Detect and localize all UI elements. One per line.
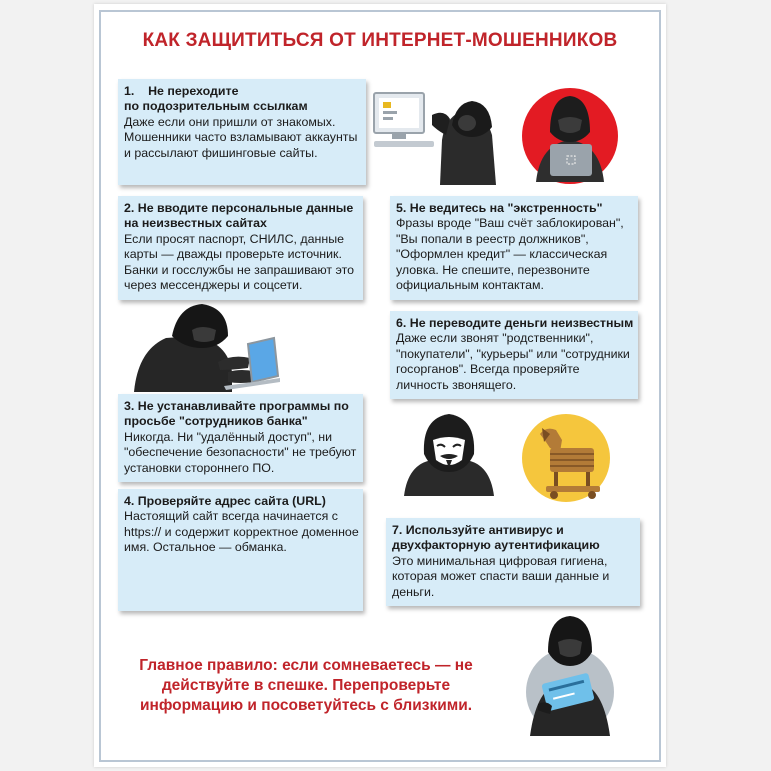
tip-card-4 xyxy=(118,489,363,611)
tip-heading-4: 4. Проверяйте адрес сайта (URL) xyxy=(124,494,326,508)
tip-body-2: Если просят паспорт, СНИЛС, данные карты — дважды проверьте источник. Банки и госслужбы не запрашивают это через мессенджеры и соцсети. xyxy=(124,231,355,293)
tip-card-5 xyxy=(390,196,638,300)
hacker-with-credit-card-icon xyxy=(516,614,624,742)
tip-card-7 xyxy=(386,518,640,606)
trojan-horse-icon xyxy=(520,412,612,504)
tip-heading-5: 5. Не ведитесь на "экстренность" xyxy=(396,201,603,215)
tip-body-4: Настоящий сайт всегда начинается с https:// и содержит корректное доменное имя. Остальное — обманка. xyxy=(124,509,359,555)
hacker-typing-laptop-icon xyxy=(132,302,282,394)
tip-heading-1a: 1. Не переходите xyxy=(124,84,239,98)
hacker-at-monitor-icon xyxy=(372,85,502,185)
footer-main-rule: Главное правило: если сомневаетесь — не действуйте в спешке. Перепроверьте информацию и посоветуйтесь с близкими. xyxy=(139,657,473,714)
tip-card-6 xyxy=(390,311,638,399)
tip-heading-3: 3. Не устанавливайте программы по просьбе "сотрудников банка" xyxy=(124,399,349,429)
tip-card-2 xyxy=(118,196,363,300)
tip-body-6: Даже если звонят "родственники", "покупатели", "курьеры" или "сотрудники госорганов". Всегда проверяйте личность звонящего. xyxy=(396,331,630,392)
tip-card-1 xyxy=(118,79,366,185)
tip-body-3: Никогда. Ни "удалённый доступ", ни "обеспечение безопасности" не требуют установки стороннего ПО. xyxy=(124,429,357,475)
hacker-with-laptop-red-circle-icon xyxy=(520,86,620,186)
tip-card-3 xyxy=(118,394,363,482)
tip-heading-7: 7. Используйте антивирус и двухфакторную аутентификацию xyxy=(392,523,600,553)
tip-body-7: Это минимальная цифровая гигиена, которая может спасти ваши данные и деньги. xyxy=(392,553,610,599)
tip-heading-2: 2. Не вводите персональные данные на неизвестных сайтах xyxy=(124,201,354,231)
tip-body-5: Фразы вроде "Ваш счёт заблокирован", "Вы попали в реестр должников", "Оформлен кредит" — классическая уловка. Не спешите, перезвоните официальным контактам. xyxy=(396,216,624,293)
tip-heading-6: 6. Не переводите деньги неизвестным xyxy=(396,316,634,330)
poster-title: КАК ЗАЩИТИТЬСЯ ОТ ИНТЕРНЕТ-МОШЕННИКОВ xyxy=(142,30,618,51)
tip-heading-1b: по подозрительным ссылкам xyxy=(124,99,308,114)
tip-body-1: Даже если они пришли от знакомых. Мошенники часто взламывают аккаунты и рассылают фишинговые сайты. xyxy=(124,114,358,160)
masked-hacker-icon xyxy=(402,412,496,496)
